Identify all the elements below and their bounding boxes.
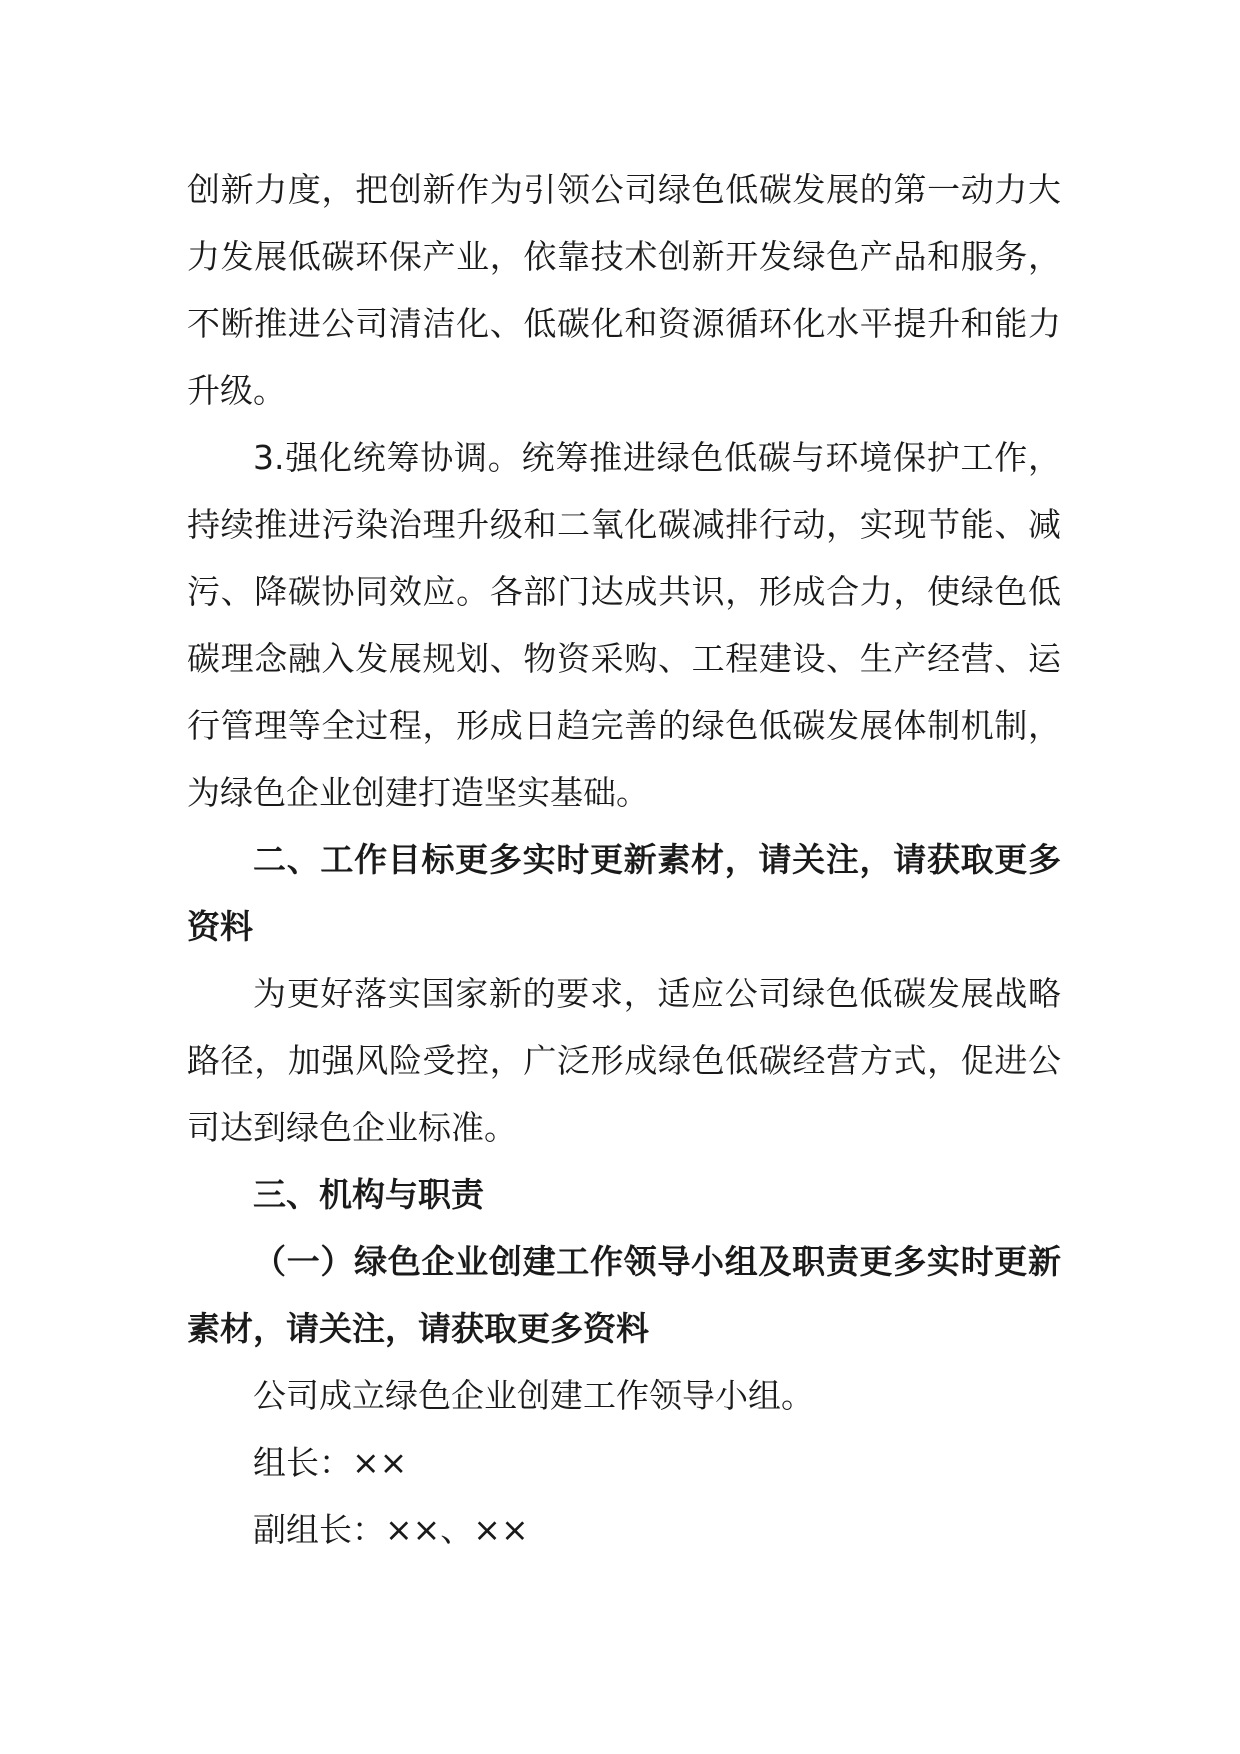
paragraph-leading-group: 公司成立绿色企业创建工作领导小组。 (253, 1376, 814, 1415)
deputy-leader-line: 副组长：××、×× (253, 1510, 529, 1549)
section-heading-work-goals: 二、工作目标更多实时更新素材，请关注，请获取更多资料 (187, 840, 1061, 946)
paragraph-strengthen-coordination: 3.强化统筹协调。统筹推进绿色低碳与环境保护工作，持续推进污染治理升级和二氧化碳减排行动，实现节能、减污、降碳协同效应。各部门达成共识，形成合力，使绿色低碳理念融入发展规划、物资采购、工程建设、生产经营、运行管理等全过程，形成日趋完善的绿色低碳发展体制机制，为绿色企业创建打造坚实基础。 (187, 438, 1061, 812)
paragraph-work-goals: 为更好落实国家新的要求，适应公司绿色低碳发展战略路径，加强风险受控，广泛形成绿色低碳经营方式，促进公司达到绿色企业标准。 (187, 974, 1061, 1147)
leader-line: 组长：×× (253, 1443, 408, 1482)
document-body (187, 156, 1061, 1563)
subsection-heading-leading-group: （一）绿色企业创建工作领导小组及职责更多实时更新素材，请关注，请获取更多资料 (187, 1242, 1061, 1348)
paragraph-continuation: 创新力度，把创新作为引领公司绿色低碳发展的第一动力大力发展低碳环保产业，依靠技术创新开发绿色产品和服务，不断推进公司清洁化、低碳化和资源循环化水平提升和能力升级。 (187, 170, 1061, 410)
section-heading-organization: 三、机构与职责 (253, 1175, 484, 1214)
